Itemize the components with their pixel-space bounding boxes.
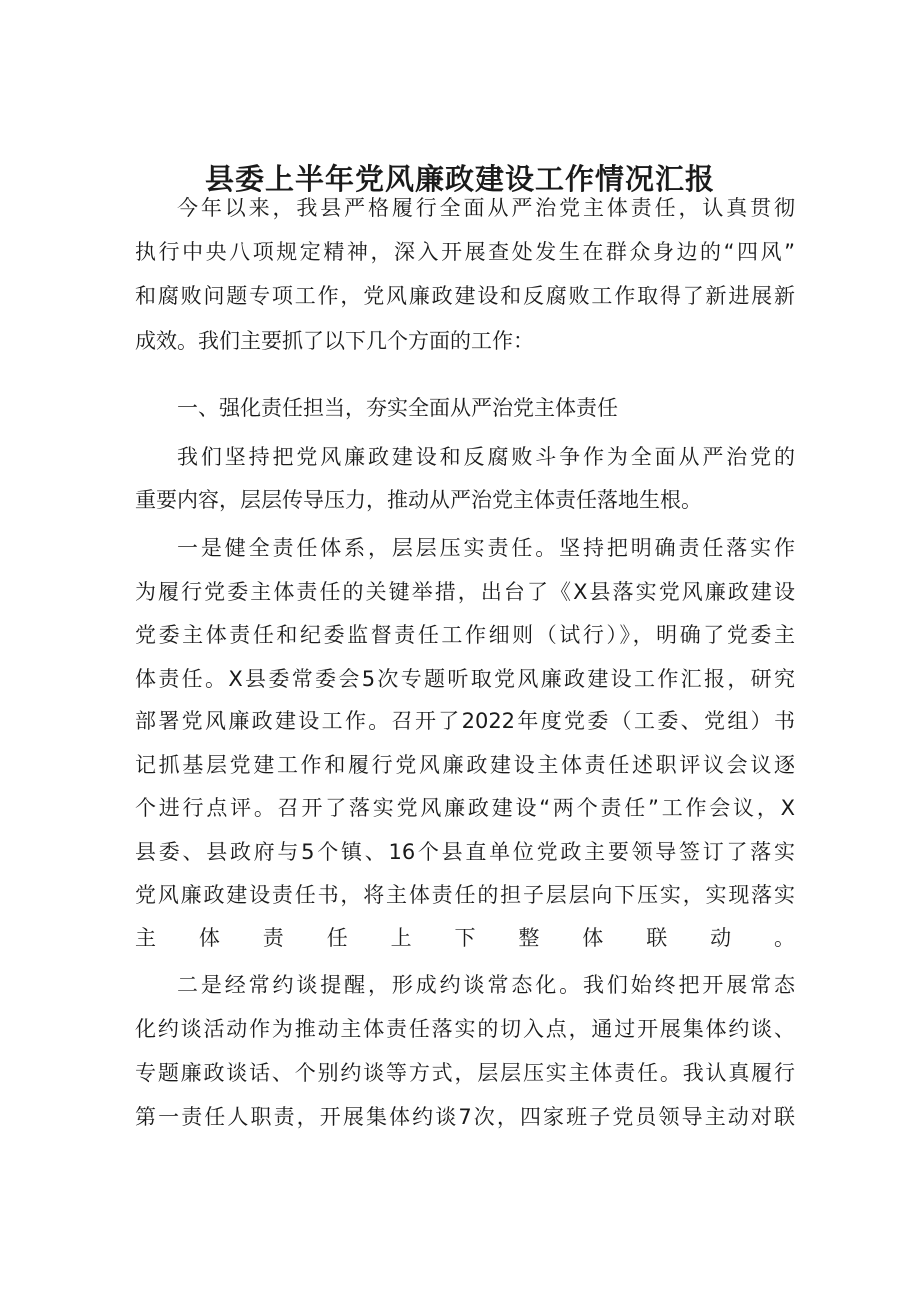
- paragraph-2-line-1: 我们坚持把党风廉政建设和反腐败斗争作为全面从严治党的: [177, 445, 795, 469]
- paragraph-3-line-5: 部署党风廉政建设工作。召开了2022年度党委（工委、党组）书: [135, 709, 795, 733]
- paragraph-1-line-2: 执行中央八项规定精神，深入开展查处发生在群众身边的“四风”: [135, 240, 795, 264]
- paragraph-3-line-1: 一是健全责任体系，层层压实责任。坚持把明确责任落实作: [177, 536, 795, 560]
- paragraph-3-line-10: 主体责任上下整体联动。: [135, 926, 795, 950]
- paragraph-1-line-1: 今年以来，我县严格履行全面从严治党主体责任，认真贯彻: [177, 196, 795, 220]
- paragraph-3-line-2: 为履行党委主体责任的关键举措，出台了《X县落实党风廉政建设: [135, 580, 795, 604]
- paragraph-3-line-4: 体责任。X县委常委会5次专题听取党风廉政建设工作汇报，研究: [135, 667, 795, 691]
- paragraph-3-line-6: 记抓基层党建工作和履行党风廉政建设主体责任述职评议会议逐: [135, 753, 795, 777]
- paragraph-4-line-4: 第一责任人职责，开展集体约谈7次，四家班子党员领导主动对联: [135, 1105, 795, 1129]
- section-heading-1: 一、强化责任担当，夯实全面从严治党主体责任: [177, 396, 618, 420]
- paragraph-1-line-3: 和腐败问题专项工作，党风廉政建设和反腐败工作取得了新进展新: [135, 284, 795, 308]
- paragraph-3-line-7: 个进行点评。召开了落实党风廉政建设“两个责任”工作会议，X: [135, 796, 795, 820]
- paragraph-2-line-2: 重要内容，层层传导压力，推动从严治党主体责任落地生根。: [135, 488, 702, 512]
- paragraph-4-line-3: 专题廉政谈话、个别约谈等方式，层层压实主体责任。我认真履行: [135, 1061, 795, 1085]
- paragraph-3-line-9: 党风廉政建设责任书，将主体责任的担子层层向下压实，实现落实: [135, 883, 795, 907]
- paragraph-4-line-1: 二是经常约谈提醒，形成约谈常态化。我们始终把开展常态: [177, 973, 795, 997]
- paragraph-4-line-2: 化约谈活动作为推动主体责任落实的切入点，通过开展集体约谈、: [135, 1017, 795, 1041]
- document-title: 县委上半年党风廉政建设工作情况汇报: [204, 162, 715, 196]
- paragraph-1-line-4: 成效。我们主要抓了以下几个方面的工作：: [135, 329, 534, 353]
- paragraph-3-line-8: 县委、县政府与5个镇、16个县直单位党政主要领导签订了落实: [135, 840, 795, 864]
- paragraph-3-line-3: 党委主体责任和纪委监督责任工作细则（试行）》，明确了党委主: [135, 623, 795, 647]
